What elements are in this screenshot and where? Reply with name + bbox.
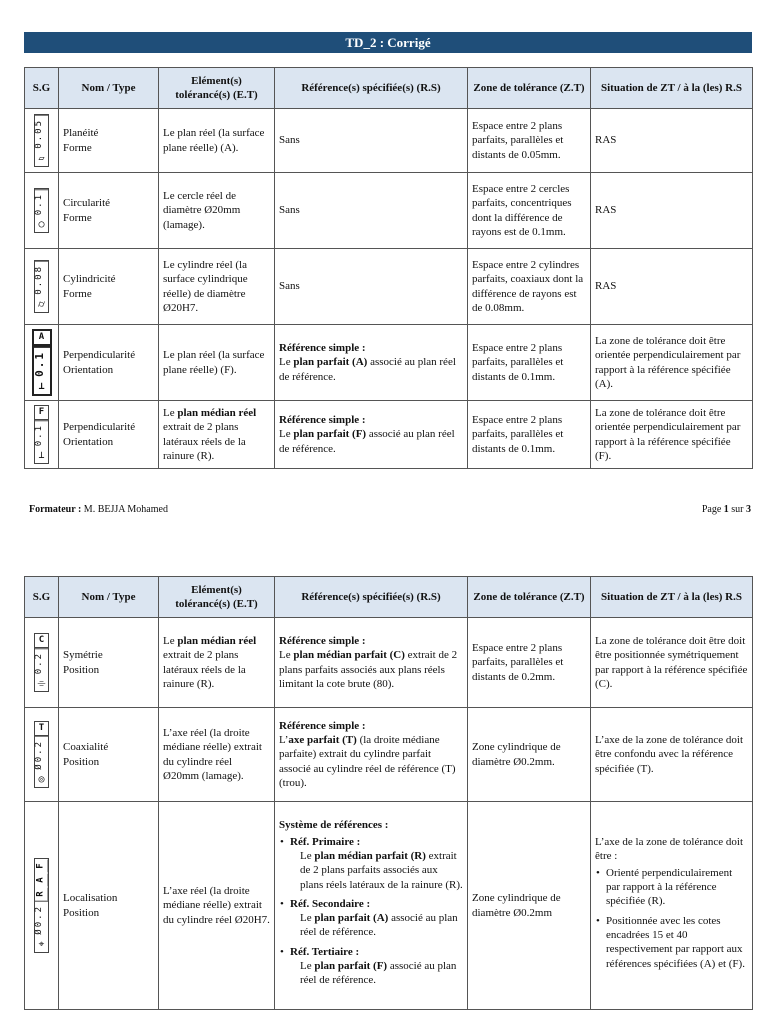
characteristic-type: Position: [63, 906, 100, 919]
tolerance-table-page-1: [24, 67, 753, 469]
nom-type-cell: [59, 618, 159, 708]
element-cell: [159, 618, 275, 708]
list-item: • Positionnée avec les cotes encadrées 15 et 40 respectivement par rapport aux références spécifiées (A) et (F).: [606, 914, 748, 971]
ref-text: associé au plan réel de référence.: [300, 960, 457, 987]
table-row: [25, 173, 753, 249]
characteristic-type: Orientation: [63, 363, 114, 376]
characteristic-type: Orientation: [63, 435, 114, 448]
page-separator: sur: [731, 504, 744, 515]
characteristic-type: Position: [63, 663, 100, 676]
reference-cell: [275, 401, 468, 469]
feature-control-frame: [34, 260, 49, 313]
situation-cell: L’axe de la zone de tolérance doit être confondu avec la référence spécifiée (T).: [591, 708, 753, 802]
sg-cell: [25, 401, 59, 469]
ref-bold: plan parfait (F): [314, 960, 388, 973]
table-row: [25, 708, 753, 802]
element-text: Le: [163, 406, 175, 419]
reference-bold: axe parfait (T): [288, 734, 357, 747]
perpendicularity-icon: ⊥: [38, 450, 45, 462]
reference-list: [279, 835, 463, 988]
characteristic-name: Coaxialité: [63, 741, 109, 754]
tolerance-value: 0.1: [34, 346, 50, 380]
footer-formateur: [29, 504, 168, 515]
sg-cell: [25, 618, 59, 708]
table-row: [25, 325, 753, 401]
ref-tertiary-desc: [290, 959, 463, 988]
datum-reference-primary: R: [35, 888, 49, 901]
reference-cell: Sans: [275, 249, 468, 325]
characteristic-type: Forme: [63, 141, 92, 154]
reference-cell: Sans: [275, 109, 468, 173]
feature-control-frame: [34, 405, 49, 464]
feature-control-frame: [34, 188, 49, 233]
characteristic-name: Localisation: [63, 892, 118, 905]
reference-title: Système de références :: [279, 819, 389, 832]
element-cell: Le cercle réel de diamètre Ø20mm (lamage).: [159, 173, 275, 249]
reference-text: associé au plan réel de référence.: [279, 428, 455, 455]
header-reference-specifiee: Référence(s) spécifiée(s) (R.S): [275, 577, 468, 618]
feature-control-frame: [34, 633, 49, 692]
tolerance-value: 0.05: [35, 115, 48, 152]
perpendicularity-icon: ⊥: [38, 380, 45, 392]
reference-title: Référence simple :: [279, 414, 366, 427]
zone-cell: Zone cylindrique de diamètre Ø0.2mm: [468, 802, 591, 1010]
table-row: [25, 249, 753, 325]
characteristic-name: Circularité: [63, 197, 111, 210]
characteristic-name: Planéité: [63, 127, 99, 140]
tolerance-value: Ø0.2: [35, 736, 48, 773]
characteristic-name: Cylindricité: [63, 273, 116, 286]
element-cell: Le cylindre réel (la surface cylindrique réelle) de diamètre Ø20H7.: [159, 249, 275, 325]
ref-primary-title: Réf. Primaire :: [290, 835, 361, 848]
element-text: extrait de 2 plans latéraux réels de la rainure (R).: [163, 649, 246, 690]
datum-reference: C: [35, 634, 48, 648]
reference-text: Le: [279, 428, 291, 441]
tolerance-table-page-2: [24, 576, 753, 1010]
situation-cell: La zone de tolérance doit être orientée perpendiculairement par rapport à la référence spécifiée (A).: [591, 325, 753, 401]
situation-cell: [591, 802, 753, 1010]
formateur-name: M. BEJJA Mohamed: [83, 504, 168, 515]
reference-text: Le: [279, 649, 291, 662]
zone-cell: Espace entre 2 cercles parfaits, concentriques dont la différence de rayons est de 0.1mm.: [468, 173, 591, 249]
nom-type-cell: [59, 708, 159, 802]
reference-title: Référence simple :: [279, 342, 366, 355]
feature-control-frame: [34, 858, 49, 953]
tolerance-value: 0.08: [35, 261, 48, 298]
datum-reference: A: [34, 331, 50, 346]
ref-text: associé au plan réel de référence.: [300, 912, 458, 939]
element-cell: Le plan réel (la surface plane réelle) (A).: [159, 109, 275, 173]
header-situation-zt: Situation de ZT / à la (les) R.S: [591, 68, 753, 109]
element-cell: Le plan réel (la surface plane réelle) (F).: [159, 325, 275, 401]
table-row: [25, 401, 753, 469]
circularity-icon: ○: [38, 219, 45, 231]
nom-type-cell: [59, 401, 159, 469]
ref-secondary-title: Réf. Secondaire :: [290, 897, 371, 910]
header-element-tolerance: Elément(s) tolérancé(s) (E.T): [159, 68, 275, 109]
reference-text: L’: [279, 734, 289, 747]
reference-text: Le: [279, 356, 291, 369]
reference-text: extrait de 2 plans parfaits associés aux plans réels limitant la cote brute (80).: [279, 649, 458, 690]
characteristic-name: Perpendicularité: [63, 421, 136, 434]
situation-cell: RAS: [591, 249, 753, 325]
nom-type-cell: [59, 109, 159, 173]
page-prefix: Page: [701, 504, 722, 515]
ref-bold: plan médian parfait (R): [314, 849, 426, 862]
reference-cell: [275, 802, 468, 1010]
table-row: [25, 802, 753, 1010]
characteristic-name: Symétrie: [63, 649, 103, 662]
element-bold: plan médian réel: [177, 634, 257, 647]
header-element-tolerance: Elément(s) tolérancé(s) (E.T): [159, 577, 275, 618]
situation-cell: RAS: [591, 109, 753, 173]
feature-control-frame: [34, 114, 49, 167]
element-cell: L’axe réel (la droite médiane réelle) extrait du cylindre réel Ø20mm (lamage).: [159, 708, 275, 802]
page-total: 3: [746, 504, 751, 515]
footer-page-number: [702, 504, 751, 515]
table-row: [25, 109, 753, 173]
ref-secondary-desc: [290, 911, 463, 940]
header-situation-zt: Situation de ZT / à la (les) R.S: [591, 577, 753, 618]
tolerance-value: 0.1: [35, 420, 48, 449]
nom-type-cell: [59, 173, 159, 249]
sg-cell: [25, 249, 59, 325]
tolerance-value: 0.2: [35, 648, 48, 677]
reference-bold: plan médian parfait (C): [293, 649, 405, 662]
situation-cell: La zone de tolérance doit être orientée perpendiculairement par rapport à la référence spécifiée (F).: [591, 401, 753, 469]
list-item: [290, 945, 463, 988]
header-nom-type: Nom / Type: [59, 68, 159, 109]
reference-cell: [275, 618, 468, 708]
table-row: [25, 618, 753, 708]
zone-cell: Espace entre 2 cylindres parfaits, coaxiaux dont la différence de rayons est de 0.08mm.: [468, 249, 591, 325]
feature-control-frame: [32, 329, 52, 396]
ref-text: Le: [300, 849, 312, 862]
position-icon: ⌖: [38, 938, 45, 950]
tolerance-value: 0.1: [35, 189, 48, 218]
zone-cell: Espace entre 2 plans parfaits, parallèles et distants de 0.1mm.: [468, 401, 591, 469]
situation-cell: RAS: [591, 173, 753, 249]
situation-cell: La zone de tolérance doit être doit être positionnée symétriquement par rapport à la référence spécifiée (C).: [591, 618, 753, 708]
reference-text: associé au plan réel de référence.: [279, 356, 456, 383]
ref-text: extrait de 2 plans parfaits associés aux plans réels latéraux de la rainure (R).: [300, 849, 463, 891]
header-zone-tolerance: Zone de tolérance (Z.T): [468, 68, 591, 109]
datum-reference: F: [35, 406, 48, 420]
reference-title: Référence simple :: [279, 634, 366, 647]
reference-bold: plan parfait (F): [293, 428, 367, 441]
datum-reference: T: [35, 722, 48, 736]
header-zone-tolerance: Zone de tolérance (Z.T): [468, 577, 591, 618]
characteristic-name: Perpendicularité: [63, 349, 136, 362]
header-reference-specifiee: Référence(s) spécifiée(s) (R.S): [275, 68, 468, 109]
situation-list: [595, 866, 748, 971]
page-number: 1: [723, 504, 729, 515]
sg-cell: [25, 325, 59, 401]
element-bold: plan médian réel: [177, 406, 257, 419]
cylindricity-icon: ⌭: [37, 298, 46, 310]
sg-cell: [25, 109, 59, 173]
table-header-row: [25, 577, 753, 618]
reference-cell: [275, 708, 468, 802]
sg-cell: [25, 173, 59, 249]
element-cell: L’axe réel (la droite médiane réelle) extrait du cylindre réel Ø20H7.: [159, 802, 275, 1010]
reference-cell: [275, 325, 468, 401]
zone-cell: Espace entre 2 plans parfaits, parallèles et distants de 0.2mm.: [468, 618, 591, 708]
header-sg: S.G: [25, 577, 59, 618]
header-nom-type: Nom / Type: [59, 577, 159, 618]
element-cell: [159, 401, 275, 469]
ref-text: Le: [300, 912, 312, 925]
characteristic-type: Forme: [63, 211, 92, 224]
reference-bold: plan parfait (A): [293, 356, 368, 369]
reference-text: (la droite médiane parfaite) extrait du cylindre parfait associé au cylindre réel de référence (T) (trou).: [279, 734, 456, 789]
situation-intro: L’axe de la zone de tolérance doit être :: [595, 836, 744, 863]
tolerance-value: Ø0.2: [35, 901, 48, 938]
sg-cell: [25, 708, 59, 802]
characteristic-type: Forme: [63, 287, 92, 300]
feature-control-frame: [34, 721, 49, 788]
table-header-row: [25, 68, 753, 109]
zone-cell: Espace entre 2 plans parfaits, parallèles et distants de 0.1mm.: [468, 325, 591, 401]
element-text: extrait de 2 plans latéraux réels de la rainure (R).: [163, 421, 246, 462]
sg-cell: [25, 802, 59, 1010]
zone-cell: Espace entre 2 plans parfaits, parallèles et distants de 0.05mm.: [468, 109, 591, 173]
list-item: [290, 897, 463, 940]
nom-type-cell: [59, 249, 159, 325]
ref-bold: plan parfait (A): [314, 912, 389, 925]
reference-title: Référence simple :: [279, 719, 366, 732]
ref-primary-desc: [290, 849, 463, 892]
header-sg: S.G: [25, 68, 59, 109]
coaxiality-icon: ◎: [38, 773, 45, 785]
ref-tertiary-title: Réf. Tertiaire :: [290, 945, 360, 958]
nom-type-cell: [59, 802, 159, 1010]
formateur-label: Formateur :: [29, 504, 82, 515]
zone-cell: Zone cylindrique de diamètre Ø0.2mm.: [468, 708, 591, 802]
ref-text: Le: [300, 960, 312, 973]
nom-type-cell: [59, 325, 159, 401]
reference-cell: Sans: [275, 173, 468, 249]
datum-reference-secondary: A: [35, 874, 49, 887]
list-item: [290, 835, 463, 892]
symmetry-icon: ⌯: [37, 678, 46, 690]
flatness-icon: ▱: [38, 152, 45, 164]
element-text: Le: [163, 634, 175, 647]
datum-reference-tertiary: F: [35, 860, 49, 873]
page-title: TD_2 : Corrigé: [24, 32, 752, 53]
characteristic-type: Position: [63, 755, 100, 768]
list-item: • Orienté perpendiculairement par rapport à la référence spécifiée (R).: [606, 866, 748, 909]
